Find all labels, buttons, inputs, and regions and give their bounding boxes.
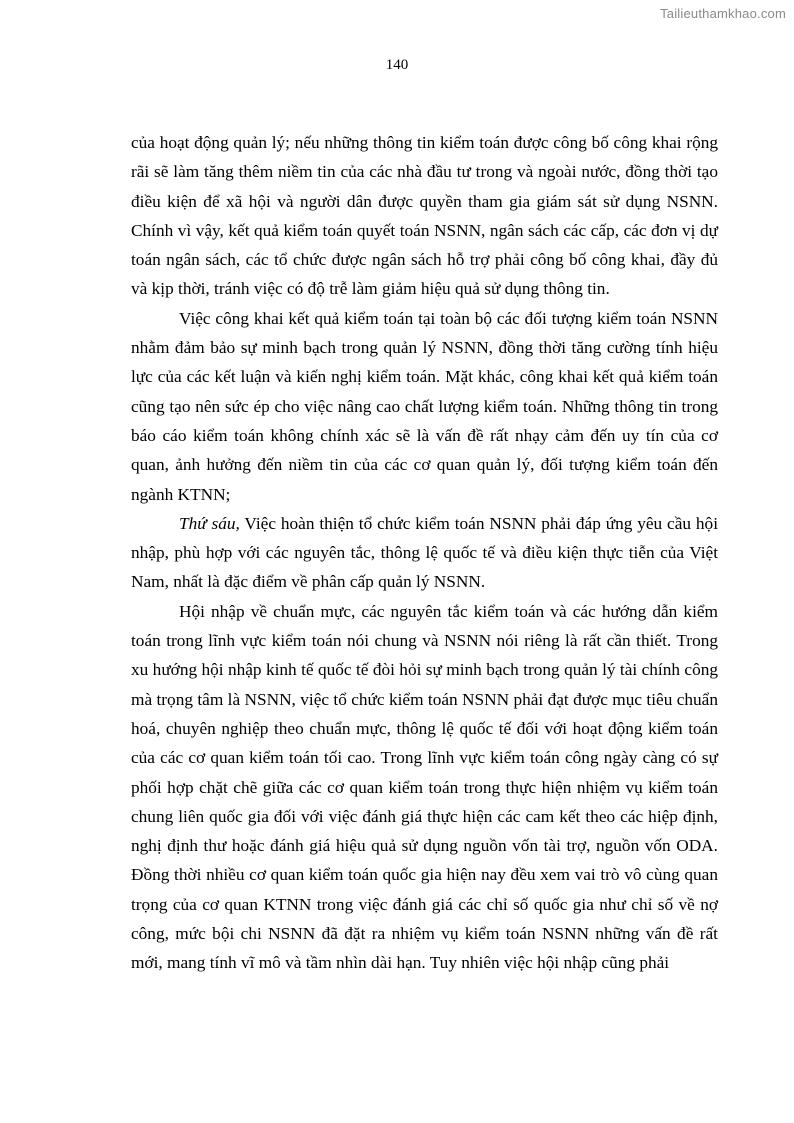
page-number: 140 bbox=[385, 57, 409, 73]
paragraph-4: Hội nhập về chuẩn mực, các nguyên tắc kiểm toán và các hướng dẫn kiểm toán trong lĩnh vực kiểm toán nói chung và NSNN nói riêng là rất cần thiết. Trong xu hướng hội nhập kinh tế quốc tế đòi hỏi sự minh bạch trong quản lý tài chính công mà trọng tâm là NSNN, việc tổ chức kiểm toán NSNN phải đạt được mục tiêu chuẩn hoá, chuyên nghiệp theo chuẩn mực, thông lệ quốc tế đối với hoạt động kiểm toán của các cơ quan kiểm toán tối cao. Trong lĩnh vực kiểm toán công ngày càng có sự phối hợp chặt chẽ giữa các cơ quan kiểm toán trong thực hiện nhiệm vụ kiểm toán chung liên quốc gia đối với việc đánh giá thực hiện các cam kết theo các hiệp định, nghị định thư hoặc đánh giá hiệu quả sử dụng nguồn vốn tài trợ, nguồn vốn ODA. Đồng thời nhiều cơ quan kiểm toán quốc gia hiện nay đều xem vai trò vô cùng quan trọng của cơ quan KTNN trong việc đánh giá các chỉ số quốc gia như chỉ số về nợ công, mức bội chi NSNN đã đặt ra nhiệm vụ kiểm toán NSNN những vấn đề rất mới, mang tính vĩ mô và tầm nhìn dài hạn. Tuy nhiên việc hội nhập cũng phải bbox=[131, 601, 718, 973]
paragraph-2: Việc công khai kết quả kiểm toán tại toàn bộ các đối tượng kiểm toán NSNN nhằm đảm bảo sự minh bạch trong quản lý NSNN, đồng thời tăng cường tính hiệu lực của các kết luận và kiến nghị kiểm toán. Mặt khác, công khai kết quả kiểm toán cũng tạo nên sức ép cho việc nâng cao chất lượng kiểm toán. Những thông tin trong báo cáo kiểm toán không chính xác sẽ là vấn đề rất nhạy cảm đến uy tín của cơ quan, ảnh hưởng đến niềm tin của các cơ quan quản lý, đối tượng kiểm toán đến ngành KTNN; bbox=[131, 308, 718, 504]
section-text: Việc hoàn thiện tổ chức kiểm toán NSNN phải đáp ứng yêu cầu hội nhập, phù hợp với các nguyên tắc, thông lệ quốc tế và điều kiện thực tiễn của Việt Nam, nhất là đặc điểm về phân cấp quản lý NSNN. bbox=[131, 513, 718, 592]
watermark: Tailieuthamkhao.com bbox=[660, 6, 786, 21]
paragraph-3 bbox=[131, 509, 718, 597]
body-text bbox=[131, 128, 718, 978]
paragraph-1: của hoạt động quản lý; nếu những thông tin kiểm toán được công bố công khai rộng rãi sẽ làm tăng thêm niềm tin của các nhà đầu tư trong và ngoài nước, đồng thời tạo điều kiện để xã hội và người dân được quyền tham gia giám sát sử dụng NSNN. Chính vì vậy, kết quả kiểm toán quyết toán NSNN, ngân sách các cấp, các đơn vị dự toán ngân sách, các tổ chức được ngân sách hỗ trợ phải công bố công khai, đầy đủ và kịp thời, tránh việc có độ trễ làm giảm hiệu quả sử dụng thông tin. bbox=[131, 133, 718, 299]
section-label: Thứ sáu, bbox=[179, 513, 240, 533]
